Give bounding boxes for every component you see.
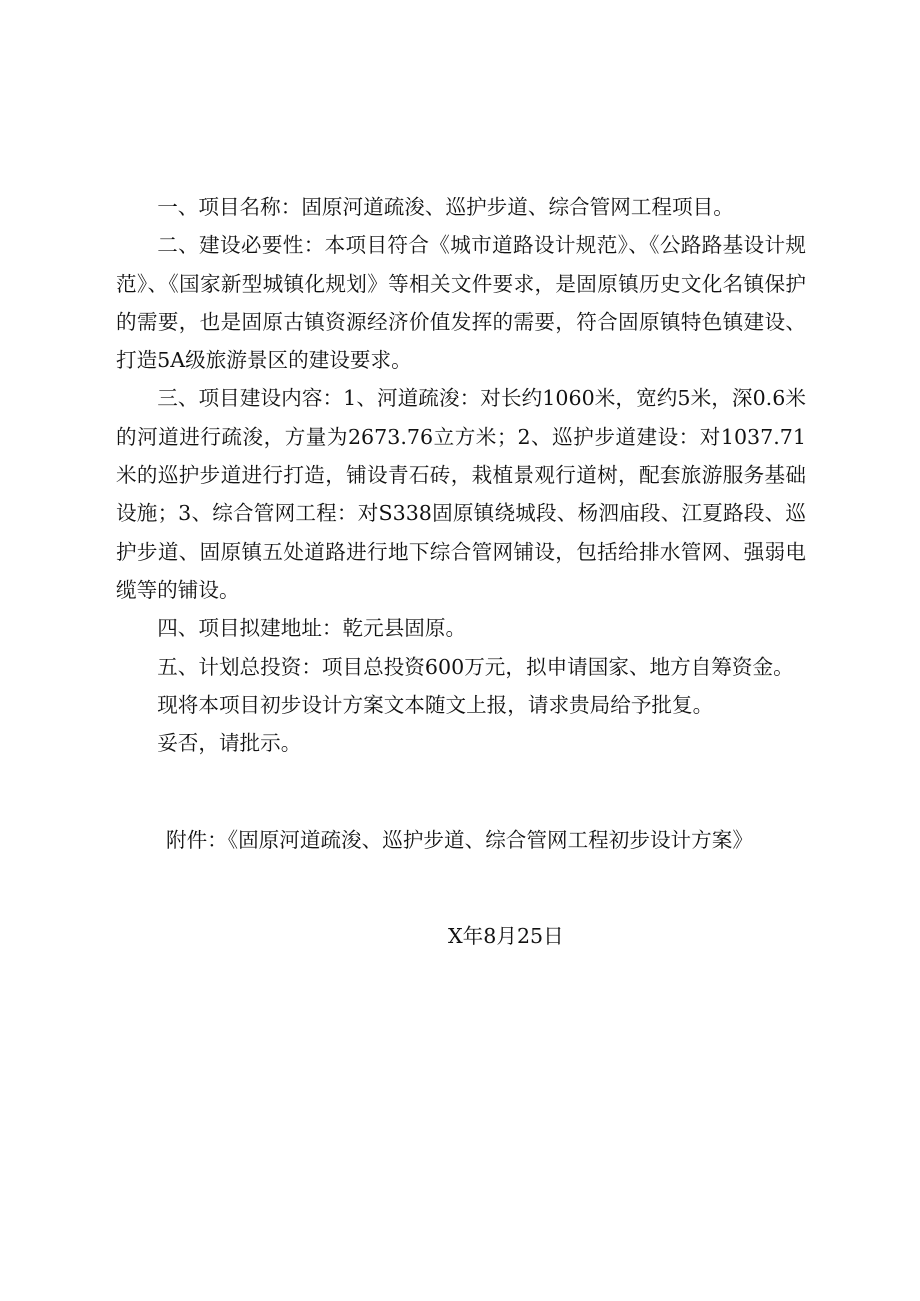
paragraph-site-address: 四、项目拟建地址：乾元县固原。 xyxy=(157,616,467,641)
paragraph-project-name: 一、项目名称：固原河道疏浚、巡护步道、综合管网工程项目。 xyxy=(157,195,734,219)
paragraph-construction-content: 三、项目建设内容：1、河道疏浚：对长约1060米，宽约5米，深0.6米的河道进行疏浚，方量为2673.76立方米；2、巡护步道建设：对1037.71米的巡护步道进行打造，铺设青石砖，栽植景观行道树，配套旅游服务基础设施；3、综合管网工程：对S338固原镇绕城段、杨泗庙段、江夏路段、巡护步道、固原镇五处道路进行地下综合管网铺设，包括给排水管网、强弱电缆等的铺设。 xyxy=(116,386,806,602)
document-body xyxy=(116,188,806,762)
paragraph-necessity: 二、建设必要性：本项目符合《城市道路设计规范》、《公路路基设计规范》、《国家新型城镇化规划》等相关文件要求，是固原镇历史文化名镇保护的需要，也是固原古镇资源经济价值发挥的需要，符合固原镇特色镇建设、打造5A级旅游景区的建设要求。 xyxy=(116,233,806,373)
paragraph-total-investment: 五、计划总投资：项目总投资600万元，拟申请国家、地方自筹资金。 xyxy=(157,654,794,679)
paragraph-submission: 现将本项目初步设计方案文本随文上报，请求贵局给予批复。 xyxy=(157,692,714,717)
attachment-line: 附件：《固原河道疏浚、巡护步道、综合管网工程初步设计方案》 xyxy=(166,828,753,852)
paragraph-request-approval: 妥否，请批示。 xyxy=(157,731,302,756)
document-date: X年8月25日 xyxy=(448,924,564,948)
